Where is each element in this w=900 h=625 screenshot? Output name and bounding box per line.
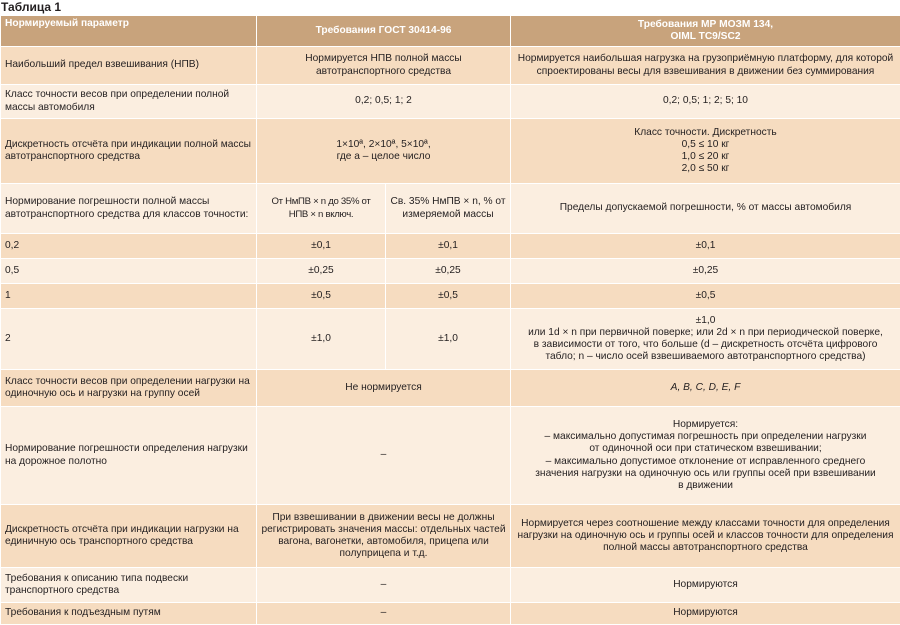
row-class-full-param: Класс точности весов при определении полной массы автомобиля bbox=[1, 85, 257, 119]
row-road-mr-line5: значения нагрузки на одиночную ось или группы осей при взвешивании bbox=[515, 468, 896, 480]
row-c1-b: ±0,5 bbox=[386, 284, 511, 309]
row-c05-b: ±0,25 bbox=[386, 259, 511, 284]
table-row bbox=[1, 603, 900, 625]
table-row bbox=[1, 234, 900, 259]
header-mr-line2: OIML TC9/SC2 bbox=[515, 31, 896, 43]
table-row bbox=[1, 119, 900, 184]
row-c05-a: ±0,25 bbox=[257, 259, 386, 284]
row-road-mr-line2: – максимально допустимая погрешность при определении нагрузки bbox=[515, 431, 896, 443]
row-susp-param: Требования к описанию типа подвески транспортного средства bbox=[1, 568, 257, 603]
row-discr-mr-line3: 1,0 ≤ 20 кг bbox=[515, 151, 896, 163]
row-norm-err-mr: Пределы допускаемой погрешности, % от массы автомобиля bbox=[511, 184, 900, 234]
row-norm-err-gost-b: Св. 35% НмПВ × n, % от измеряемой массы bbox=[386, 184, 511, 234]
row-road-mr-line1: Нормируется: bbox=[515, 419, 896, 431]
row-npv-mr: Нормируется наибольшая нагрузка на грузоприёмную платформу, для которой спроектированы весы для взвешивания в движении без суммирования bbox=[511, 47, 900, 85]
row-c02-param: 0,2 bbox=[1, 234, 257, 259]
row-class-full-gost: 0,2; 0,5; 1; 2 bbox=[257, 85, 511, 119]
row-class-full-mr: 0,2; 0,5; 1; 2; 5; 10 bbox=[511, 85, 900, 119]
row-discr-mr-line1: Класс точности. Дискретность bbox=[515, 127, 896, 139]
row-npv-param: Наибольший предел взвешивания (НПВ) bbox=[1, 47, 257, 85]
row-discr-axle-param: Дискретность отсчёта при индикации нагрузки на единичную ось транспортного средства bbox=[1, 505, 257, 568]
table-row bbox=[1, 568, 900, 603]
requirements-table bbox=[0, 15, 900, 625]
header-mr bbox=[511, 16, 900, 47]
row-c2-b: ±1,0 bbox=[386, 309, 511, 370]
table-row bbox=[1, 85, 900, 119]
row-c2-mr-line3: в зависимости от того, что больше (d – дискретность отсчёта цифрового bbox=[515, 339, 896, 351]
row-c02-a: ±0,1 bbox=[257, 234, 386, 259]
row-access-mr: Нормируются bbox=[511, 603, 900, 625]
row-c05-param: 0,5 bbox=[1, 259, 257, 284]
table-caption: Таблица 1 bbox=[1, 0, 61, 14]
table-row bbox=[1, 47, 900, 85]
row-c1-mr: ±0,5 bbox=[511, 284, 900, 309]
row-c1-param: 1 bbox=[1, 284, 257, 309]
row-discr-gost bbox=[257, 119, 511, 184]
row-c2-param: 2 bbox=[1, 309, 257, 370]
row-class-axle-mr bbox=[511, 370, 900, 407]
row-norm-err-param: Нормирование погрешности полной массы автотранспортного средства для классов точности: bbox=[1, 184, 257, 234]
table-row bbox=[1, 370, 900, 407]
row-access-param: Требования к подъездным путям bbox=[1, 603, 257, 625]
table-row bbox=[1, 184, 900, 234]
row-road-param: Нормирование погрешности определения нагрузки на дорожное полотно bbox=[1, 407, 257, 505]
row-discr-gost-line2: где а – целое число bbox=[261, 151, 506, 163]
row-susp-mr: Нормируются bbox=[511, 568, 900, 603]
row-c2-mr-line1: ±1,0 bbox=[515, 315, 896, 327]
header-param: Нормируемый параметр bbox=[1, 16, 257, 47]
row-road-mr-line3: от одиночной оси при статическом взвешивании; bbox=[515, 443, 896, 455]
row-road-mr-line6: в движении bbox=[515, 480, 896, 492]
row-c2-mr-line4: табло; n – число осей взвешиваемого автотранспортного средства) bbox=[515, 351, 896, 363]
table-row bbox=[1, 407, 900, 505]
table-row bbox=[1, 259, 900, 284]
row-class-axle-mr-value: A, B, C, D, E, F bbox=[671, 382, 741, 393]
row-discr-gost-line1: 1×10ª, 2×10ª, 5×10ª, bbox=[261, 139, 506, 151]
row-susp-gost: – bbox=[257, 568, 511, 603]
row-discr-mr bbox=[511, 119, 900, 184]
row-norm-err-gost-a: От НмПВ × n до 35% от НПВ × n включ. bbox=[257, 184, 386, 234]
row-class-axle-gost: Не нормируется bbox=[257, 370, 511, 407]
row-class-axle-param: Класс точности весов при определении нагрузки на одиночную ось и нагрузки на группу осей bbox=[1, 370, 257, 407]
row-discr-axle-gost: При взвешивании в движении весы не должны регистрировать значения массы: отдельных частей вагона, вагонетки, автомобиля, прицепа или полуприцепа и т.д. bbox=[257, 505, 511, 568]
row-discr-param: Дискретность отсчёта при индикации полной массы автотранспортного средства bbox=[1, 119, 257, 184]
row-discr-axle-mr: Нормируется через соотношение между классами точности для определения нагрузки на одиночную ось и группы осей и классов точности для определения полной массы автотранспортного средства bbox=[511, 505, 900, 568]
table-row bbox=[1, 505, 900, 568]
row-c02-mr: ±0,1 bbox=[511, 234, 900, 259]
row-c2-mr bbox=[511, 309, 900, 370]
header-gost: Требования ГОСТ 30414-96 bbox=[257, 16, 511, 47]
row-discr-mr-line4: 2,0 ≤ 50 кг bbox=[515, 163, 896, 175]
row-c02-b: ±0,1 bbox=[386, 234, 511, 259]
row-c1-a: ±0,5 bbox=[257, 284, 386, 309]
row-discr-mr-line2: 0,5 ≤ 10 кг bbox=[515, 139, 896, 151]
row-access-gost: – bbox=[257, 603, 511, 625]
header-row bbox=[1, 16, 900, 47]
row-npv-gost: Нормируется НПВ полной массы автотранспортного средства bbox=[257, 47, 511, 85]
header-mr-line1: Требования МР МОЗМ 134, bbox=[515, 19, 896, 31]
row-c2-mr-line2: или 1d × n при первичной поверке; или 2d × n при периодической поверке, bbox=[515, 327, 896, 339]
table-row bbox=[1, 284, 900, 309]
row-road-mr bbox=[511, 407, 900, 505]
row-road-mr-line4: – максимально допустимое отклонение от исправленного среднего bbox=[515, 456, 896, 468]
row-c05-mr: ±0,25 bbox=[511, 259, 900, 284]
table-row bbox=[1, 309, 900, 370]
row-road-gost: – bbox=[257, 407, 511, 505]
row-c2-a: ±1,0 bbox=[257, 309, 386, 370]
